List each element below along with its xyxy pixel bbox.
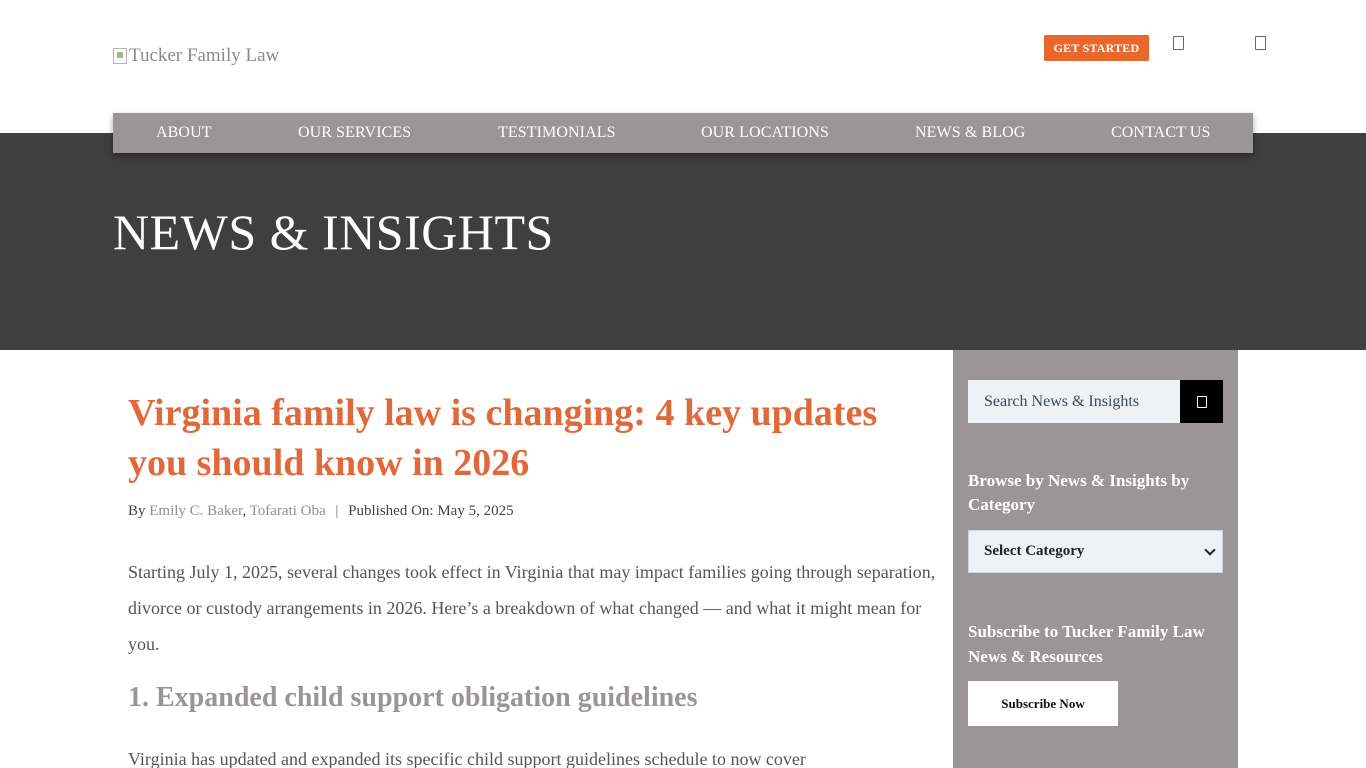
nav-item-about[interactable]: ABOUT <box>156 124 212 141</box>
main-nav <box>113 113 1253 153</box>
phone-icon[interactable] <box>1173 36 1184 50</box>
nav-item-our-locations[interactable]: OUR LOCATIONS <box>701 124 829 141</box>
byline-divider: | <box>335 503 339 519</box>
author-link[interactable]: Emily C. Baker <box>149 503 243 519</box>
site-logo[interactable] <box>113 45 279 67</box>
subscribe-label: Subscribe to Tucker Family Law News & Resources <box>968 622 1205 666</box>
published-label: Published On: <box>348 503 434 519</box>
category-select-value: Select Category <box>984 543 1085 559</box>
published-date: May 5, 2025 <box>437 503 514 519</box>
broken-image-icon <box>113 48 127 64</box>
get-started-button[interactable]: GET STARTED <box>1044 35 1149 61</box>
sidebar <box>953 350 1238 768</box>
browse-category-label: Browse by News & Insights by Category <box>968 471 1190 514</box>
nav-item-testimonials[interactable]: TESTIMONIALS <box>498 124 616 141</box>
article-lead: Starting July 1, 2025, several changes took effect in Virginia that may impact families going through separation, divorce or custody arrangements in 2026. Here’s a breakdown of what changed — and what it might mean for you. <box>128 562 936 654</box>
subscribe-button[interactable]: Subscribe Now <box>968 681 1118 726</box>
article <box>128 388 938 768</box>
nav-item-contact-us[interactable]: CONTACT US <box>1111 124 1211 141</box>
article-byline <box>128 503 514 520</box>
article-title: Virginia family law is changing: 4 key updates you should know in 2026 <box>128 392 878 484</box>
search-input[interactable]: Search News & Insights <box>968 380 1180 423</box>
nav-item-our-services[interactable]: OUR SERVICES <box>298 124 412 141</box>
chevron-down-icon <box>1204 544 1215 555</box>
menu-icon[interactable] <box>1255 36 1266 50</box>
by-label: By <box>128 503 146 519</box>
page-title: NEWS & INSIGHTS <box>113 204 554 260</box>
logo-alt-text: Tucker Family Law <box>129 45 280 66</box>
section-heading: 1. Expanded child support obligation guidelines <box>128 682 698 713</box>
nav-item-news-blog[interactable]: NEWS & BLOG <box>915 124 1026 141</box>
author-link[interactable]: Tofarati Oba <box>249 503 326 519</box>
search-icon <box>1197 396 1207 408</box>
author-separator: , <box>242 503 247 519</box>
category-select[interactable] <box>968 530 1223 573</box>
hero-banner <box>0 133 1366 350</box>
article-paragraph: Virginia has updated and expanded its specific child support guidelines schedule to now cover <box>128 749 806 768</box>
search-button[interactable] <box>1180 380 1223 423</box>
